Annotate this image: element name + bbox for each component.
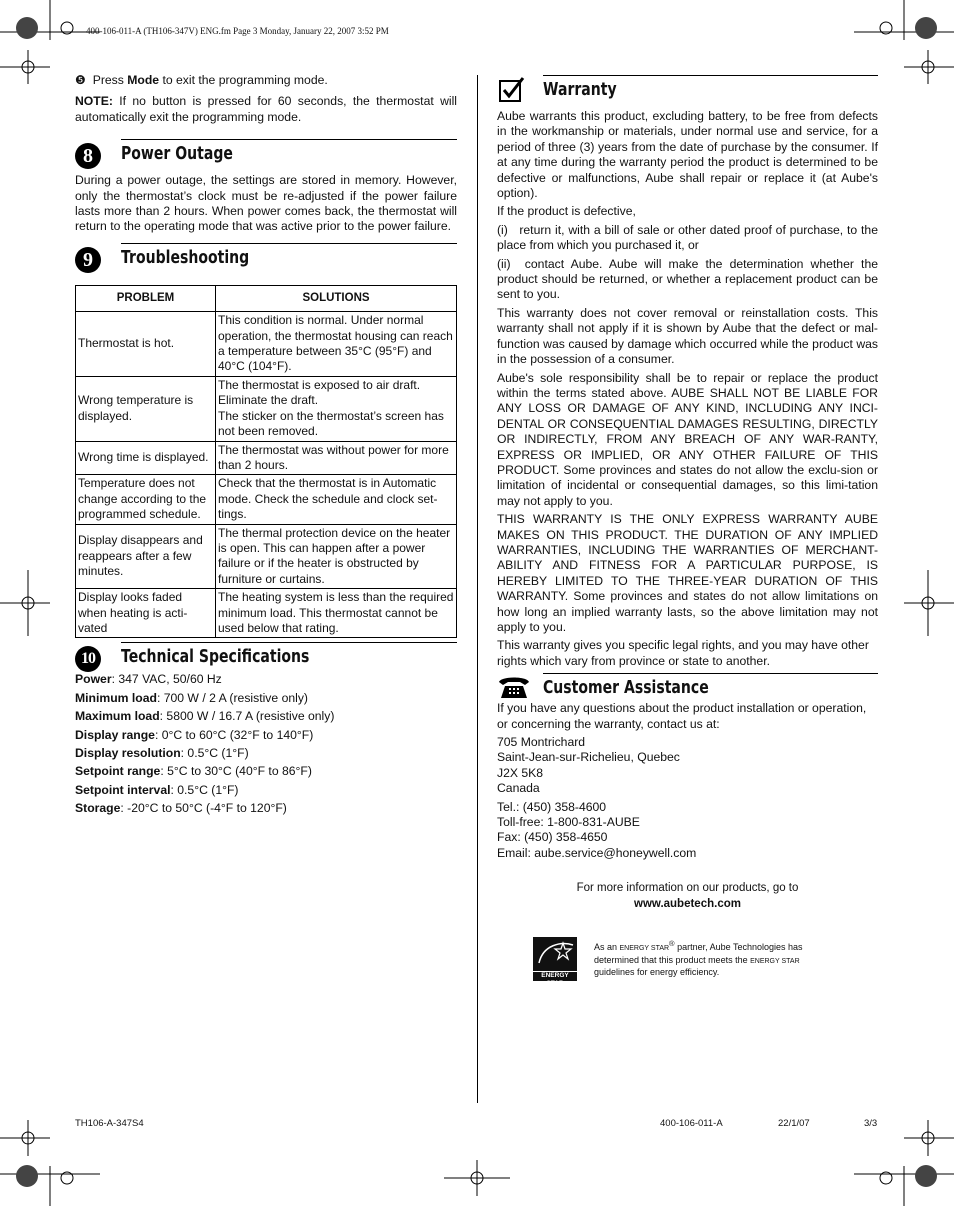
spec-value: : 5°C to 30°C (40°F to 86°F) (160, 764, 312, 779)
estar-text-post: guidelines for energy efficiency. (594, 967, 720, 977)
footer-page: 3/3 (864, 1118, 878, 1129)
table-row (76, 589, 457, 638)
tech-specs-list (75, 672, 457, 816)
table-row (76, 312, 457, 377)
spec-item (75, 746, 457, 761)
spec-item (75, 764, 457, 779)
power-outage-title: Power Outage (121, 143, 233, 165)
energy-star-logo-label: ENERGY STAR (533, 971, 577, 988)
column-divider (477, 75, 478, 1103)
more-info-text: For more information on our products, go to (576, 882, 799, 895)
troubleshooting-title: Troubleshooting (121, 246, 250, 268)
spec-label: Maximum load (75, 709, 160, 724)
energy-star-logo (533, 937, 577, 987)
solution-cell: This condition is normal. Under normal operation, the thermostat housing can reach a temperature between 35°C (95°F) and 40°C (104°F). (216, 312, 457, 377)
problem-cell: Wrong time is displayed. (76, 441, 216, 475)
estar-text-pre: As an (594, 942, 620, 952)
customer-assistance-title: Customer Assistance (543, 677, 709, 699)
troubleshooting-heading (75, 243, 457, 277)
registered-mark: ® (669, 939, 675, 948)
spec-value: : 5800 W / 16.7 A (resistive only) (159, 709, 335, 724)
footer-model: TH106-A-347S4 (75, 1118, 144, 1129)
table-row (76, 376, 457, 441)
problem-cell: Thermostat is hot. (76, 312, 216, 377)
spec-label: Power (75, 672, 112, 687)
spec-value: : 347 VAC, 50/60 Hz (111, 672, 222, 687)
heading-rule (121, 243, 457, 244)
customer-intro: If you have any questions about the product installation or operation, or concerning the warranty, contact us at: (497, 701, 867, 731)
warranty-title: Warranty (543, 79, 617, 100)
spec-value: : -20°C to 50°C (-4°F to 120°F) (120, 801, 287, 816)
heading-rule (121, 642, 457, 643)
spec-value: : 0°C to 60°C (32°F to 140°F) (154, 727, 314, 742)
spec-item (75, 672, 457, 687)
step-5-text-pre: Press (92, 73, 128, 87)
warranty-paragraph: This warranty gives you specific legal rights, and you may have other rights which vary from province or state to another. (497, 638, 869, 668)
website-link[interactable]: www.aubetech.com (634, 897, 741, 910)
step-5-text-post: to exit the programming mode. (159, 73, 328, 87)
spec-item (75, 801, 457, 816)
warranty-paragraph: This warranty does not cover removal or reinstallation costs. This warranty shall not apply if it is shown by Aube that the defect or mal-function was caused by damage which occurred while the product was in the possession of a consumer. (497, 305, 878, 367)
solution-cell: The heating system is less than the required minimum load. This thermostat cannot be used below that rating. (216, 589, 457, 638)
left-column (75, 73, 457, 820)
heading-rule (121, 139, 457, 140)
warranty-heading (497, 75, 878, 109)
problem-cell: Temperature does not change according to the programmed schedule. (76, 475, 216, 524)
warranty-paragraph: If the product is defective, (497, 204, 636, 219)
tech-specs-heading (75, 642, 457, 672)
star-icon (533, 937, 577, 971)
power-outage-heading (75, 139, 457, 173)
spec-label: Storage (75, 801, 121, 816)
spec-item (75, 691, 457, 706)
warranty-paragraph: (ii) contact Aube. Aube will make the determination whether the product should be returned, or whether a replacement product can be sent to you. (497, 256, 882, 302)
solution-cell: Check that the thermostat is in Automatic mode. Check the schedule and clock set-tings. (216, 475, 457, 524)
table-row (76, 441, 457, 475)
table-row (76, 475, 457, 524)
fax: Fax: (450) 358-4650 (497, 830, 608, 845)
problem-cell: Wrong temperature is displayed. (76, 376, 216, 441)
address-line: Saint-Jean-sur-Richelieu, Quebec (497, 750, 680, 765)
right-column (497, 73, 882, 912)
column-header-problem: PROBLEM (76, 285, 216, 311)
warranty-paragraph: Aube warrants this product, excluding battery, to be free from defects in the workmanship or materials, under normal use and service, for a period of three (3) years from the date of purchase by the consumer. If at any time during the warranty period the product is determined to be defective or malfunctions, Aube shall repair or replace it (at Aube's option). (497, 109, 878, 201)
spec-label: Minimum load (75, 690, 157, 705)
spec-item (75, 709, 457, 724)
power-outage-text: During a power outage, the settings are stored in memory. However, only the thermostat’s clock must be re-adjusted if the power failure lasts more than 2 hours. When power comes back, the thermostat will return to the operating mode that was active prior to the power failure. (75, 173, 457, 234)
address-block (497, 735, 878, 797)
footer-doc-number: 400-106-011-A (660, 1118, 723, 1129)
energy-star-statement (594, 938, 834, 979)
step-5-number: ❺ (75, 73, 86, 87)
spec-value: : 700 W / 2 A (resistive only) (156, 690, 308, 705)
problem-cell: Display looks faded when heating is acti-vated (76, 589, 216, 638)
address-line: J2X 5K8 (497, 765, 544, 780)
estar-brand: ENERGY STAR (750, 957, 800, 965)
table-header-row (76, 285, 457, 311)
spec-value: : 0.5°C (1°F) (170, 782, 239, 797)
column-header-solutions: SOLUTIONS (216, 285, 457, 311)
section-number-8: 8 (75, 143, 101, 169)
estar-brand: ENERGY STAR (619, 945, 670, 952)
estar-text-mid: partner, Aube Technologies has determined that this product meets the (594, 942, 803, 965)
checkbox-check-icon (499, 77, 525, 103)
problem-cell: Display disappears and reappears after a few minutes. (76, 524, 216, 589)
spec-label: Display resolution (75, 746, 181, 760)
spec-label: Display range (75, 727, 155, 742)
phone: Tel.: (450) 358-4600 (497, 799, 607, 814)
note-text: If no button is pressed for 60 seconds, the thermostat will automatically exit the programming mode. (75, 94, 457, 124)
note-label: NOTE: (75, 94, 113, 109)
step-5 (75, 73, 457, 88)
step-5-mode: Mode (127, 73, 160, 87)
telephone-icon (497, 674, 531, 700)
tech-specs-title: Technical Specifications (121, 646, 310, 668)
spec-item (75, 728, 457, 743)
address-line: Canada (497, 781, 540, 796)
customer-assistance-heading (497, 673, 878, 701)
spec-value: : 0.5°C (1°F) (180, 746, 249, 760)
more-info (497, 881, 878, 912)
spec-label: Setpoint interval (75, 782, 171, 797)
warranty-paragraph: (i) return it, with a bill of sale or other dated proof of purchase, to the place from which you purchased it, or (497, 222, 882, 253)
frame-header: 400-106-011-A (TH106-347V) ENG.fm Page 3 Monday, January 22, 2007 3:52 PM (86, 26, 389, 36)
table-row (76, 524, 457, 589)
section-number-9: 9 (75, 247, 101, 273)
toll-free: Toll-free: 1-800-831-AUBE (497, 815, 640, 830)
address-line: 705 Montrichard (497, 735, 586, 750)
email-link[interactable]: Email: aube.service@honeywell.com (497, 845, 697, 860)
note (75, 94, 457, 125)
footer-date: 22/1/07 (778, 1118, 810, 1129)
warranty-paragraph: THIS WARRANTY IS THE ONLY EXPRESS WARRANTY AUBE MAKES ON THIS PRODUCT. THE DURATION OF ANY IMPLIED WARRANTIES, INCLUDING THE WARRANTIES OF MERCHANT-ABILITY AND FITNESS FOR A PARTICULAR PURPOSE, IS HEREBY LIMITED TO THE THREE-YEAR DURATION OF THIS WARRANTY. Some provinces and states do not allow limitations on how long an implied warranty lasts, so the above limitation may not apply to you. (497, 512, 878, 634)
solution-cell: The thermostat was without power for more than 2 hours. (216, 441, 457, 475)
heading-rule (543, 75, 878, 76)
troubleshooting-table (75, 285, 457, 639)
spec-label: Setpoint range (75, 764, 161, 779)
solution-cell: The thermostat is exposed to air draft. Eliminate the draft. The sticker on the thermostat’s screen has not been removed. (216, 376, 457, 441)
contact-block (497, 800, 878, 862)
warranty-paragraph: Aube's sole responsibility shall be to repair or replace the product within the terms stated above. AUBE SHALL NOT BE LIABLE FOR ANY LOSS OR DAMAGE OF ANY KIND, INCLUDING ANY INCI-DENTAL OR CONSEQUENTIAL DAMAGES RESULTING, DIRECTLY OR INDIRECTLY, FROM ANY BREACH OF ANY WAR-RANTY, EXPRESS OR IMPLIED, OR ANY OTHER FAILURE OF THIS PRODUCT. Some provinces and states do not allow the exclu-sion or limitation of incidental or consequential damages, so this limi-tation may not apply to you. (497, 370, 878, 508)
section-number-10: 10 (75, 646, 101, 672)
heading-rule (543, 673, 878, 674)
solution-cell: The thermal protection device on the heater is open. This can happen after a power failure or if the heater is obstructed by furniture or curtains. (216, 524, 457, 589)
spec-item (75, 783, 457, 798)
